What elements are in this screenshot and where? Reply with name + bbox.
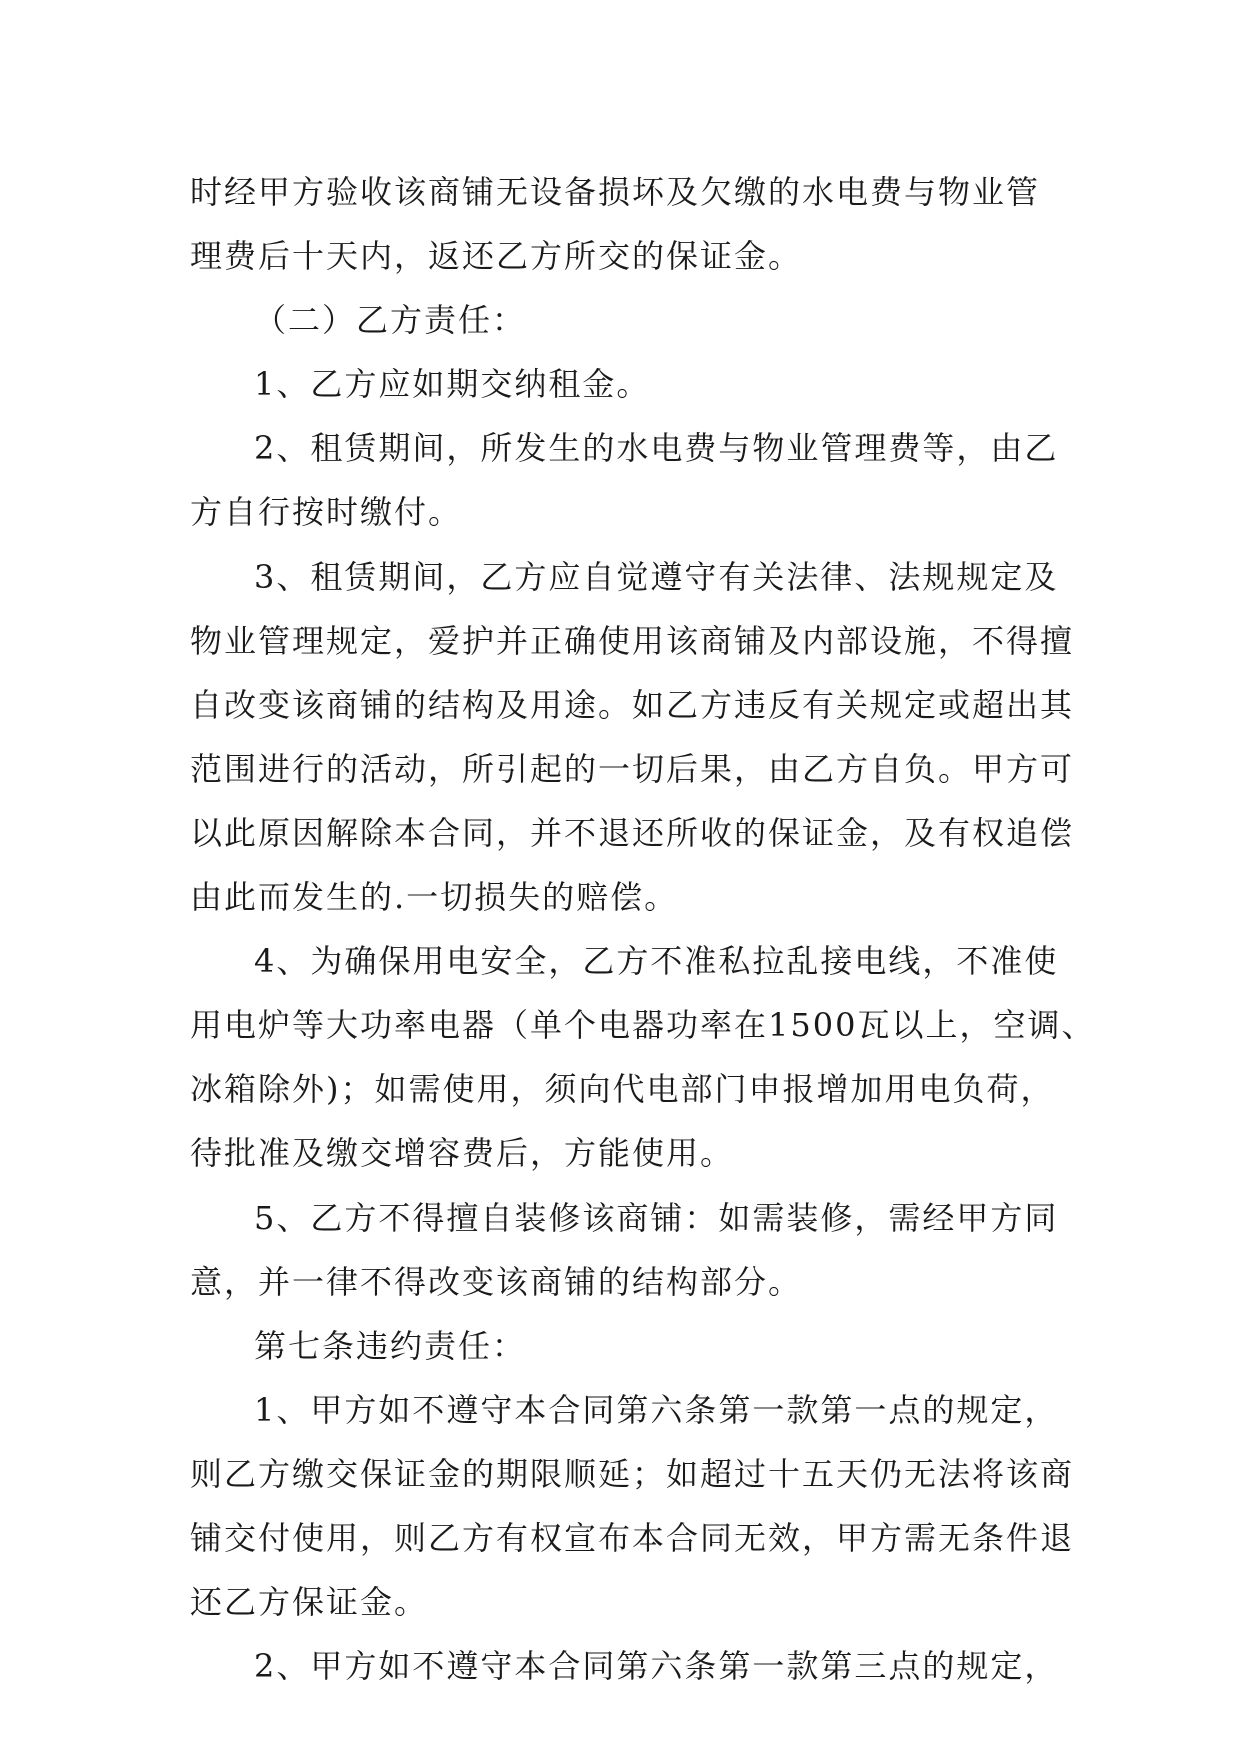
text-line: 冰箱除外)；如需使用，须向代电部门申报增加用电负荷，	[190, 1070, 1055, 1109]
document-body	[190, 160, 1096, 1698]
text-line: 1、甲方如不遵守本合同第六条第一款第一点的规定，	[254, 1390, 1059, 1429]
text-line: 用电炉等大功率电器（单个电器功率在1500瓦以上，空调、	[190, 1006, 1096, 1045]
section-heading: （二）乙方责任：	[254, 301, 527, 340]
text-line: 理费后十天内，返还乙方所交的保证金。	[190, 237, 803, 276]
text-line: 则乙方缴交保证金的期限顺延；如超过十五天仍无法将该商	[190, 1454, 1075, 1493]
text-line: 铺交付使用，则乙方有权宣布本合同无效，甲方需无条件退	[190, 1518, 1075, 1557]
article-heading: 第七条违约责任：	[254, 1326, 527, 1365]
text-line: 由此而发生的.一切损失的赔偿。	[190, 878, 679, 917]
text-line: 4、为确保用电安全，乙方不准私拉乱接电线，不准使	[254, 942, 1059, 981]
text-line: 待批准及缴交增容费后，方能使用。	[190, 1134, 735, 1173]
text-line: 自改变该商铺的结构及用途。如乙方违反有关规定或超出其	[190, 685, 1075, 724]
text-line: 以此原因解除本合同，并不退还所收的保证金，及有权追偿	[190, 813, 1075, 852]
text-line: 3、租赁期间，乙方应自觉遵守有关法律、法规规定及	[254, 557, 1059, 596]
text-line: 5、乙方不得擅自装修该商铺：如需装修，需经甲方同	[254, 1198, 1059, 1237]
text-line: 时经甲方验收该商铺无设备损坏及欠缴的水电费与物业管	[190, 173, 1041, 211]
text-line: 2、甲方如不遵守本合同第六条第一款第三点的规定，	[254, 1647, 1059, 1686]
text-line: 意，并一律不得改变该商铺的结构部分。	[190, 1262, 803, 1301]
text-line: 范围进行的活动，所引起的一切后果，由乙方自负。甲方可	[190, 749, 1075, 788]
text-line: 物业管理规定，爱护并正确使用该商铺及内部设施，不得擅	[190, 621, 1075, 660]
text-line: 还乙方保证金。	[190, 1583, 429, 1622]
text-line: 2、租赁期间，所发生的水电费与物业管理费等，由乙	[254, 429, 1059, 468]
text-line: 1、乙方应如期交纳租金。	[254, 365, 651, 404]
text-line: 方自行按时缴付。	[190, 493, 463, 532]
